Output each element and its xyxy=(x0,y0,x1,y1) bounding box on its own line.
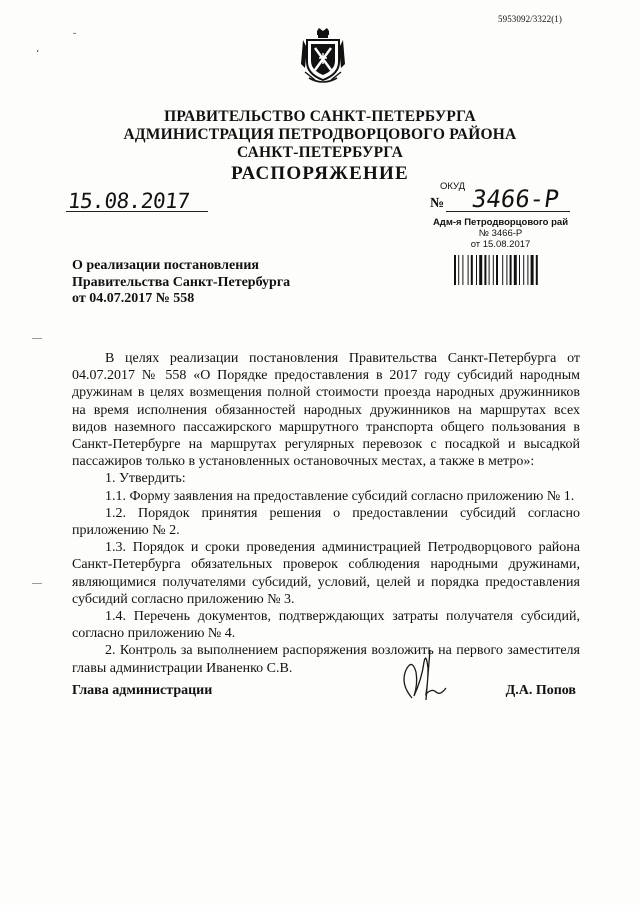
document-body xyxy=(72,350,580,677)
document-number: 5953092/3322(1) xyxy=(498,14,562,24)
barcode-icon xyxy=(453,255,563,285)
number-underline xyxy=(446,211,570,212)
number-label: № xyxy=(430,196,445,211)
org-line-1: ПРАВИТЕЛЬСТВО САНКТ-ПЕТЕРБУРГА xyxy=(164,108,476,125)
coat-of-arms-icon xyxy=(301,28,345,86)
handwritten-number: 3466-Р xyxy=(470,185,561,213)
body-intro: В целях реализации постановления Правительства Санкт-Петербурга от 04.07.2017 № 558 «О Порядке предоставления в 2017 году субсидий народным дружинам в целях возмещения полной стоимости проезда народных дружинников на время исполнения обязанностей народных дружинников на маршрутах всех видов наземного пассажирского маршрутного транспорта общего пользования в Санкт-Петербурге на маршрутах регулярных перевозок с посадкой и высадкой пассажиров только в установленных остановочных местах, а также в метро»: xyxy=(72,351,580,470)
org-line-3: САНКТ-ПЕТЕРБУРГА xyxy=(236,144,404,161)
signatory-name: Д.А. Попов xyxy=(505,683,576,698)
body-item-1-3: 1.3. Порядок и сроки проведения администрацией Петродворцового района Санкт-Петербурга обязательных проверок соблюдения народными дружинами, являющимися получателями субсидий, условий, целей и порядка предоставления субсидий согласно приложению № 3. xyxy=(72,540,580,607)
date-underline xyxy=(66,211,208,212)
signatory-title: Глава администрации xyxy=(72,683,213,698)
body-item-1-2: 1.2. Порядок принятия решения о предоставлении субсидий согласно приложению № 2. xyxy=(72,505,580,539)
scan-mark: ، xyxy=(36,44,40,55)
body-item-2: 2. Контроль за выполнением распоряжения возложить на первого заместителя главы администрации Иваненко С.В. xyxy=(72,643,580,676)
scan-mark: — xyxy=(32,333,42,344)
org-line-2: АДМИНИСТРАЦИЯ ПЕТРОДВОРЦОВОГО РАЙОНА xyxy=(123,126,517,143)
subject-line-3: от 04.07.2017 № 558 xyxy=(72,291,195,306)
stamp-line-3: от 15.08.2017 xyxy=(470,239,531,250)
stamp-line-1: Адм-я Петродворцового рай xyxy=(432,217,569,228)
okud-label: ОКУД xyxy=(440,181,466,192)
scan-mark: — xyxy=(32,578,42,589)
subject-line-2: Правительства Санкт-Петербурга xyxy=(72,274,291,290)
handwritten-signature-icon xyxy=(396,648,456,704)
body-item-1-1: 1.1. Форму заявления на предоставление субсидий согласно приложению № 1. xyxy=(105,488,575,504)
body-item-1-4: 1.4. Перечень документов, подтверждающих затраты получателя субсидий, согласно приложению № 4. xyxy=(72,609,580,642)
scan-mark: ˘ xyxy=(73,32,77,43)
registration-stamp xyxy=(428,217,573,250)
body-item-1: 1. Утвердить: xyxy=(105,471,186,487)
subject-block xyxy=(72,258,290,308)
document-type-title: РАСПОРЯЖЕНИЕ xyxy=(231,163,409,184)
subject-line-1: О реализации постановления xyxy=(72,258,259,273)
stamp-line-2: № 3466-Р xyxy=(478,228,523,239)
handwritten-date: 15.08.2017 xyxy=(66,189,191,213)
